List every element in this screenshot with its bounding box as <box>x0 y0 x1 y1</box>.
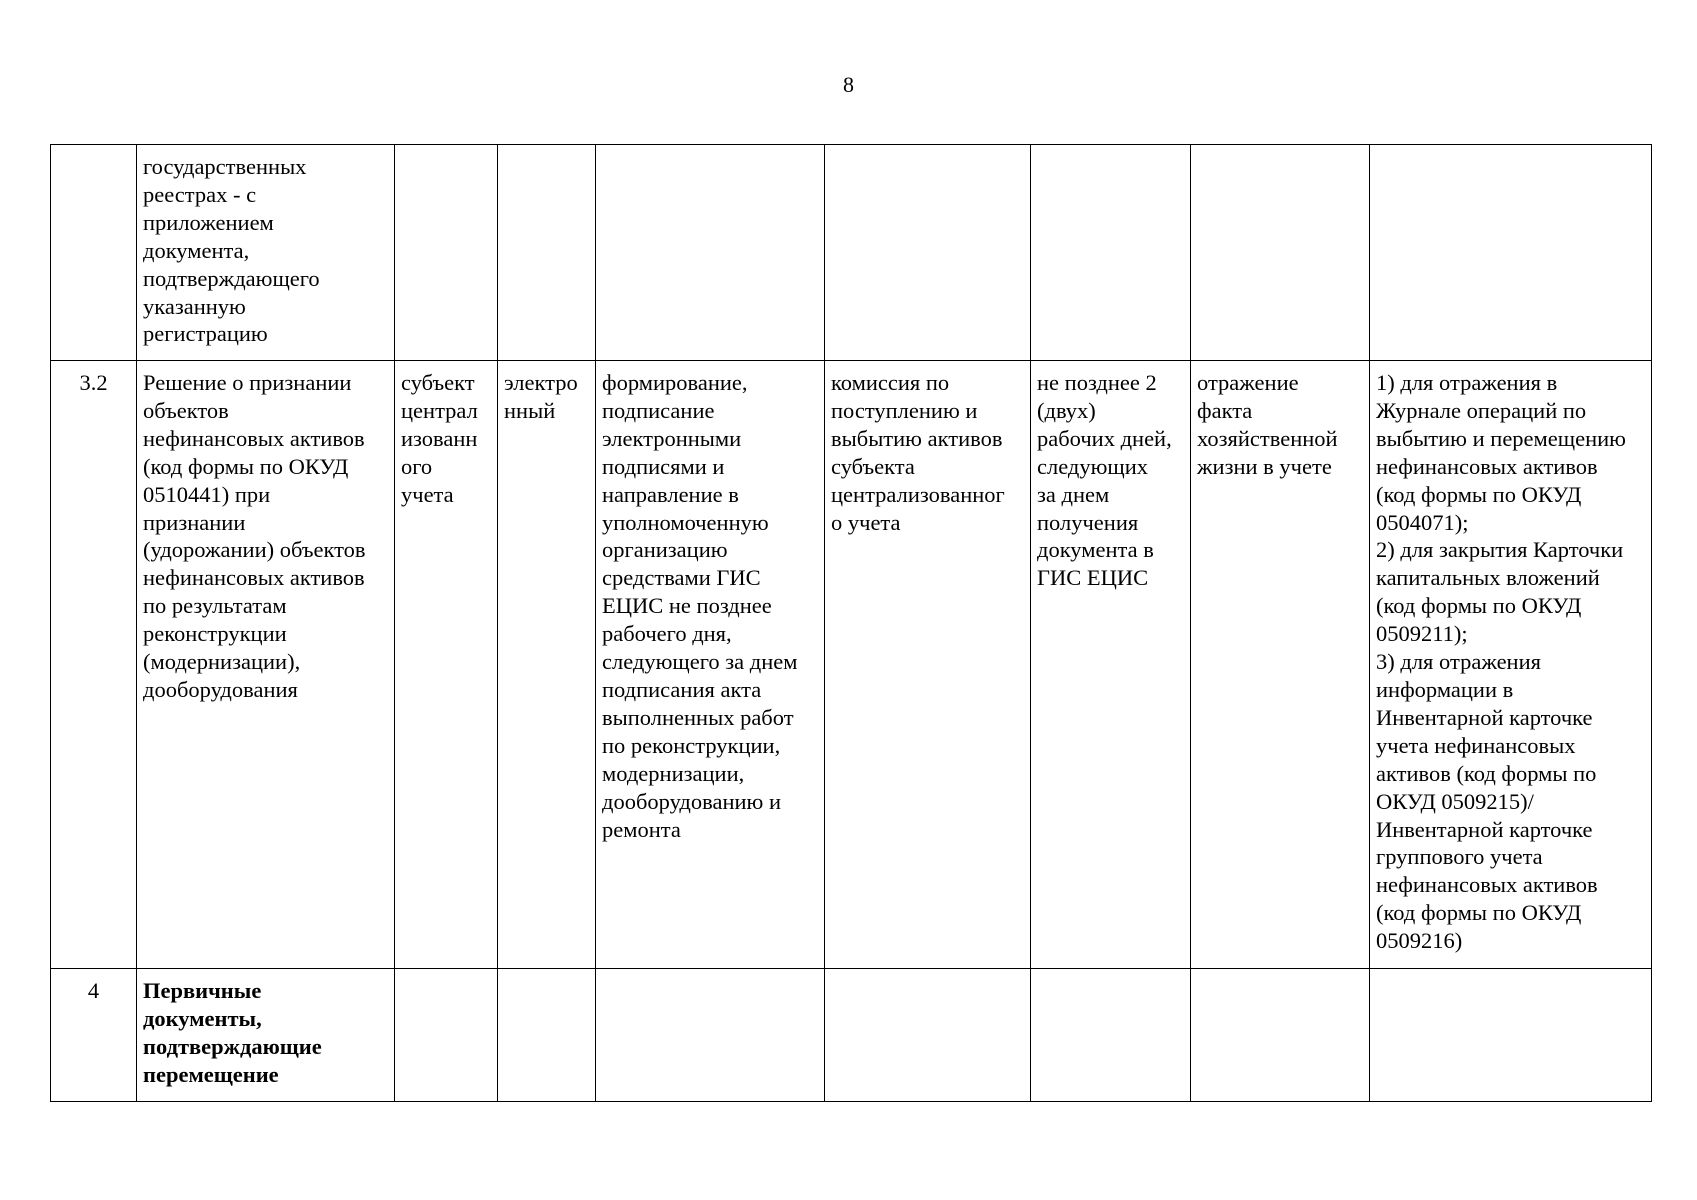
text-line: признании <box>143 509 246 535</box>
text-line: средствами ГИС <box>602 565 761 591</box>
text-line: нефинансовых активов <box>1376 872 1598 898</box>
text-line: нный <box>504 397 556 423</box>
text-line: (двух) <box>1037 397 1096 423</box>
text-line: группового учета <box>1376 844 1543 870</box>
text-line: по результатам <box>143 593 287 619</box>
text-line: Инвентарной карточке <box>1376 816 1593 842</box>
empty-cell <box>1031 969 1191 1102</box>
text-line: (код формы по ОКУД <box>1376 900 1582 926</box>
text-line: ЕЦИС не позднее <box>602 593 772 619</box>
text-line: направление в <box>602 481 739 507</box>
text-line: (модернизации), <box>143 649 301 675</box>
text-line: организацию <box>602 537 728 563</box>
empty-cell <box>825 145 1031 361</box>
text-line: (код формы по ОКУД <box>1376 593 1582 619</box>
purpose-cell <box>1191 361 1370 969</box>
empty-cell <box>1370 969 1652 1102</box>
text-line: выбытию активов <box>831 425 1003 451</box>
text-line: подтверждающие <box>143 1033 322 1059</box>
document-table <box>50 144 1652 1102</box>
document-name-cell <box>137 145 395 361</box>
text-line: учета <box>401 481 454 507</box>
text-line: факта <box>1197 397 1253 423</box>
row-number-cell: 4 <box>51 969 137 1102</box>
document-name-cell <box>137 361 395 969</box>
text-line: отражение <box>1197 370 1299 395</box>
text-line: ГИС ЕЦИС <box>1037 565 1149 591</box>
text-line: дооборудованию и <box>602 788 782 814</box>
text-line: о учета <box>831 509 901 535</box>
text-line: 2) для закрытия Карточки <box>1376 537 1624 563</box>
empty-cell <box>596 969 825 1102</box>
table-row <box>51 145 1652 361</box>
text-line: нефинансовых активов <box>143 565 365 591</box>
empty-cell <box>498 969 596 1102</box>
text-line: получения <box>1037 509 1139 535</box>
signer-cell <box>825 361 1031 969</box>
text-line: выполненных работ <box>602 704 794 730</box>
table-row <box>51 969 1652 1102</box>
text-line: хозяйственной <box>1197 425 1338 451</box>
text-line: Инвентарной карточке <box>1376 704 1593 730</box>
text-line: ремонта <box>602 816 681 842</box>
text-line: не позднее 2 <box>1037 370 1157 395</box>
text-line: электронными <box>602 425 742 451</box>
text-line: жизни в учете <box>1197 453 1332 479</box>
text-line: формирование, <box>602 370 748 395</box>
text-line: за днем <box>1037 481 1110 507</box>
deadline-cell <box>1031 361 1191 969</box>
text-line: Первичные <box>143 978 262 1003</box>
text-line: Журнале операций по <box>1376 397 1587 423</box>
text-line: подписания акта <box>602 676 762 702</box>
text-line: следующего за днем <box>602 649 798 675</box>
text-line: дооборудования <box>143 676 298 702</box>
text-line: подтверждающего <box>143 265 320 291</box>
text-line: подписями и <box>602 453 725 479</box>
row-number-cell <box>51 145 137 361</box>
empty-cell <box>1191 969 1370 1102</box>
document-form-cell <box>498 361 596 969</box>
section-heading-cell <box>137 969 395 1102</box>
text-line: изованн <box>401 425 478 451</box>
text-line: нефинансовых активов <box>1376 453 1598 479</box>
text-line: документа, <box>143 237 250 263</box>
text-line: 1) для отражения в <box>1376 370 1558 395</box>
row-number-cell: 3.2 <box>51 361 137 969</box>
text-line: (код формы по ОКУД <box>143 453 349 479</box>
text-line: регистрацию <box>143 321 268 347</box>
text-line: 0509216) <box>1376 928 1463 954</box>
text-line: рабочих дней, <box>1037 425 1172 451</box>
text-line: субъект <box>401 370 475 395</box>
empty-cell <box>395 969 498 1102</box>
text-line: 0509211); <box>1376 621 1468 647</box>
empty-cell <box>1370 145 1652 361</box>
text-line: централ <box>401 397 478 423</box>
text-line: документы, <box>143 1005 262 1031</box>
text-line: Решение о признании <box>143 370 352 395</box>
text-line: активов (код формы по <box>1376 760 1597 786</box>
text-line: уполномоченную <box>602 509 769 535</box>
text-line: поступлению и <box>831 397 978 423</box>
empty-cell <box>498 145 596 361</box>
text-line: выбытию и перемещению <box>1376 425 1626 451</box>
text-line: 3) для отражения <box>1376 649 1541 675</box>
text-line: капитальных вложений <box>1376 565 1600 591</box>
usage-cell <box>1370 361 1652 969</box>
empty-cell <box>596 145 825 361</box>
text-line: модернизации, <box>602 760 745 786</box>
responsible-subject-cell <box>395 361 498 969</box>
text-line: приложением <box>143 209 274 235</box>
text-line: централизованног <box>831 481 1005 507</box>
text-line: (удорожании) объектов <box>143 537 366 563</box>
procedure-cell <box>596 361 825 969</box>
text-line: (код формы по ОКУД <box>1376 481 1582 507</box>
text-line: объектов <box>143 397 229 423</box>
text-line: ОКУД 0509215)/ <box>1376 788 1534 814</box>
text-line: государственных <box>143 154 307 179</box>
text-line: субъекта <box>831 453 915 479</box>
text-line: электро <box>504 370 578 395</box>
text-line: указанную <box>143 293 246 319</box>
empty-cell <box>395 145 498 361</box>
text-line: нефинансовых активов <box>143 425 365 451</box>
text-line: документа в <box>1037 537 1154 563</box>
text-line: реестрах - с <box>143 181 257 207</box>
text-line: ого <box>401 453 433 479</box>
text-line: по реконструкции, <box>602 732 781 758</box>
empty-cell <box>1031 145 1191 361</box>
page-number: 8 <box>843 72 854 97</box>
text-line: 0504071); <box>1376 509 1469 535</box>
text-line: комиссия по <box>831 370 950 395</box>
empty-cell <box>1191 145 1370 361</box>
text-line: перемещение <box>143 1061 279 1087</box>
text-line: следующих <box>1037 453 1149 479</box>
empty-cell <box>825 969 1031 1102</box>
text-line: рабочего дня, <box>602 621 732 647</box>
text-line: подписание <box>602 397 715 423</box>
table-row <box>51 361 1652 969</box>
text-line: информации в <box>1376 676 1514 702</box>
text-line: реконструкции <box>143 621 287 647</box>
text-line: учета нефинансовых <box>1376 732 1576 758</box>
text-line: 0510441) при <box>143 481 271 507</box>
